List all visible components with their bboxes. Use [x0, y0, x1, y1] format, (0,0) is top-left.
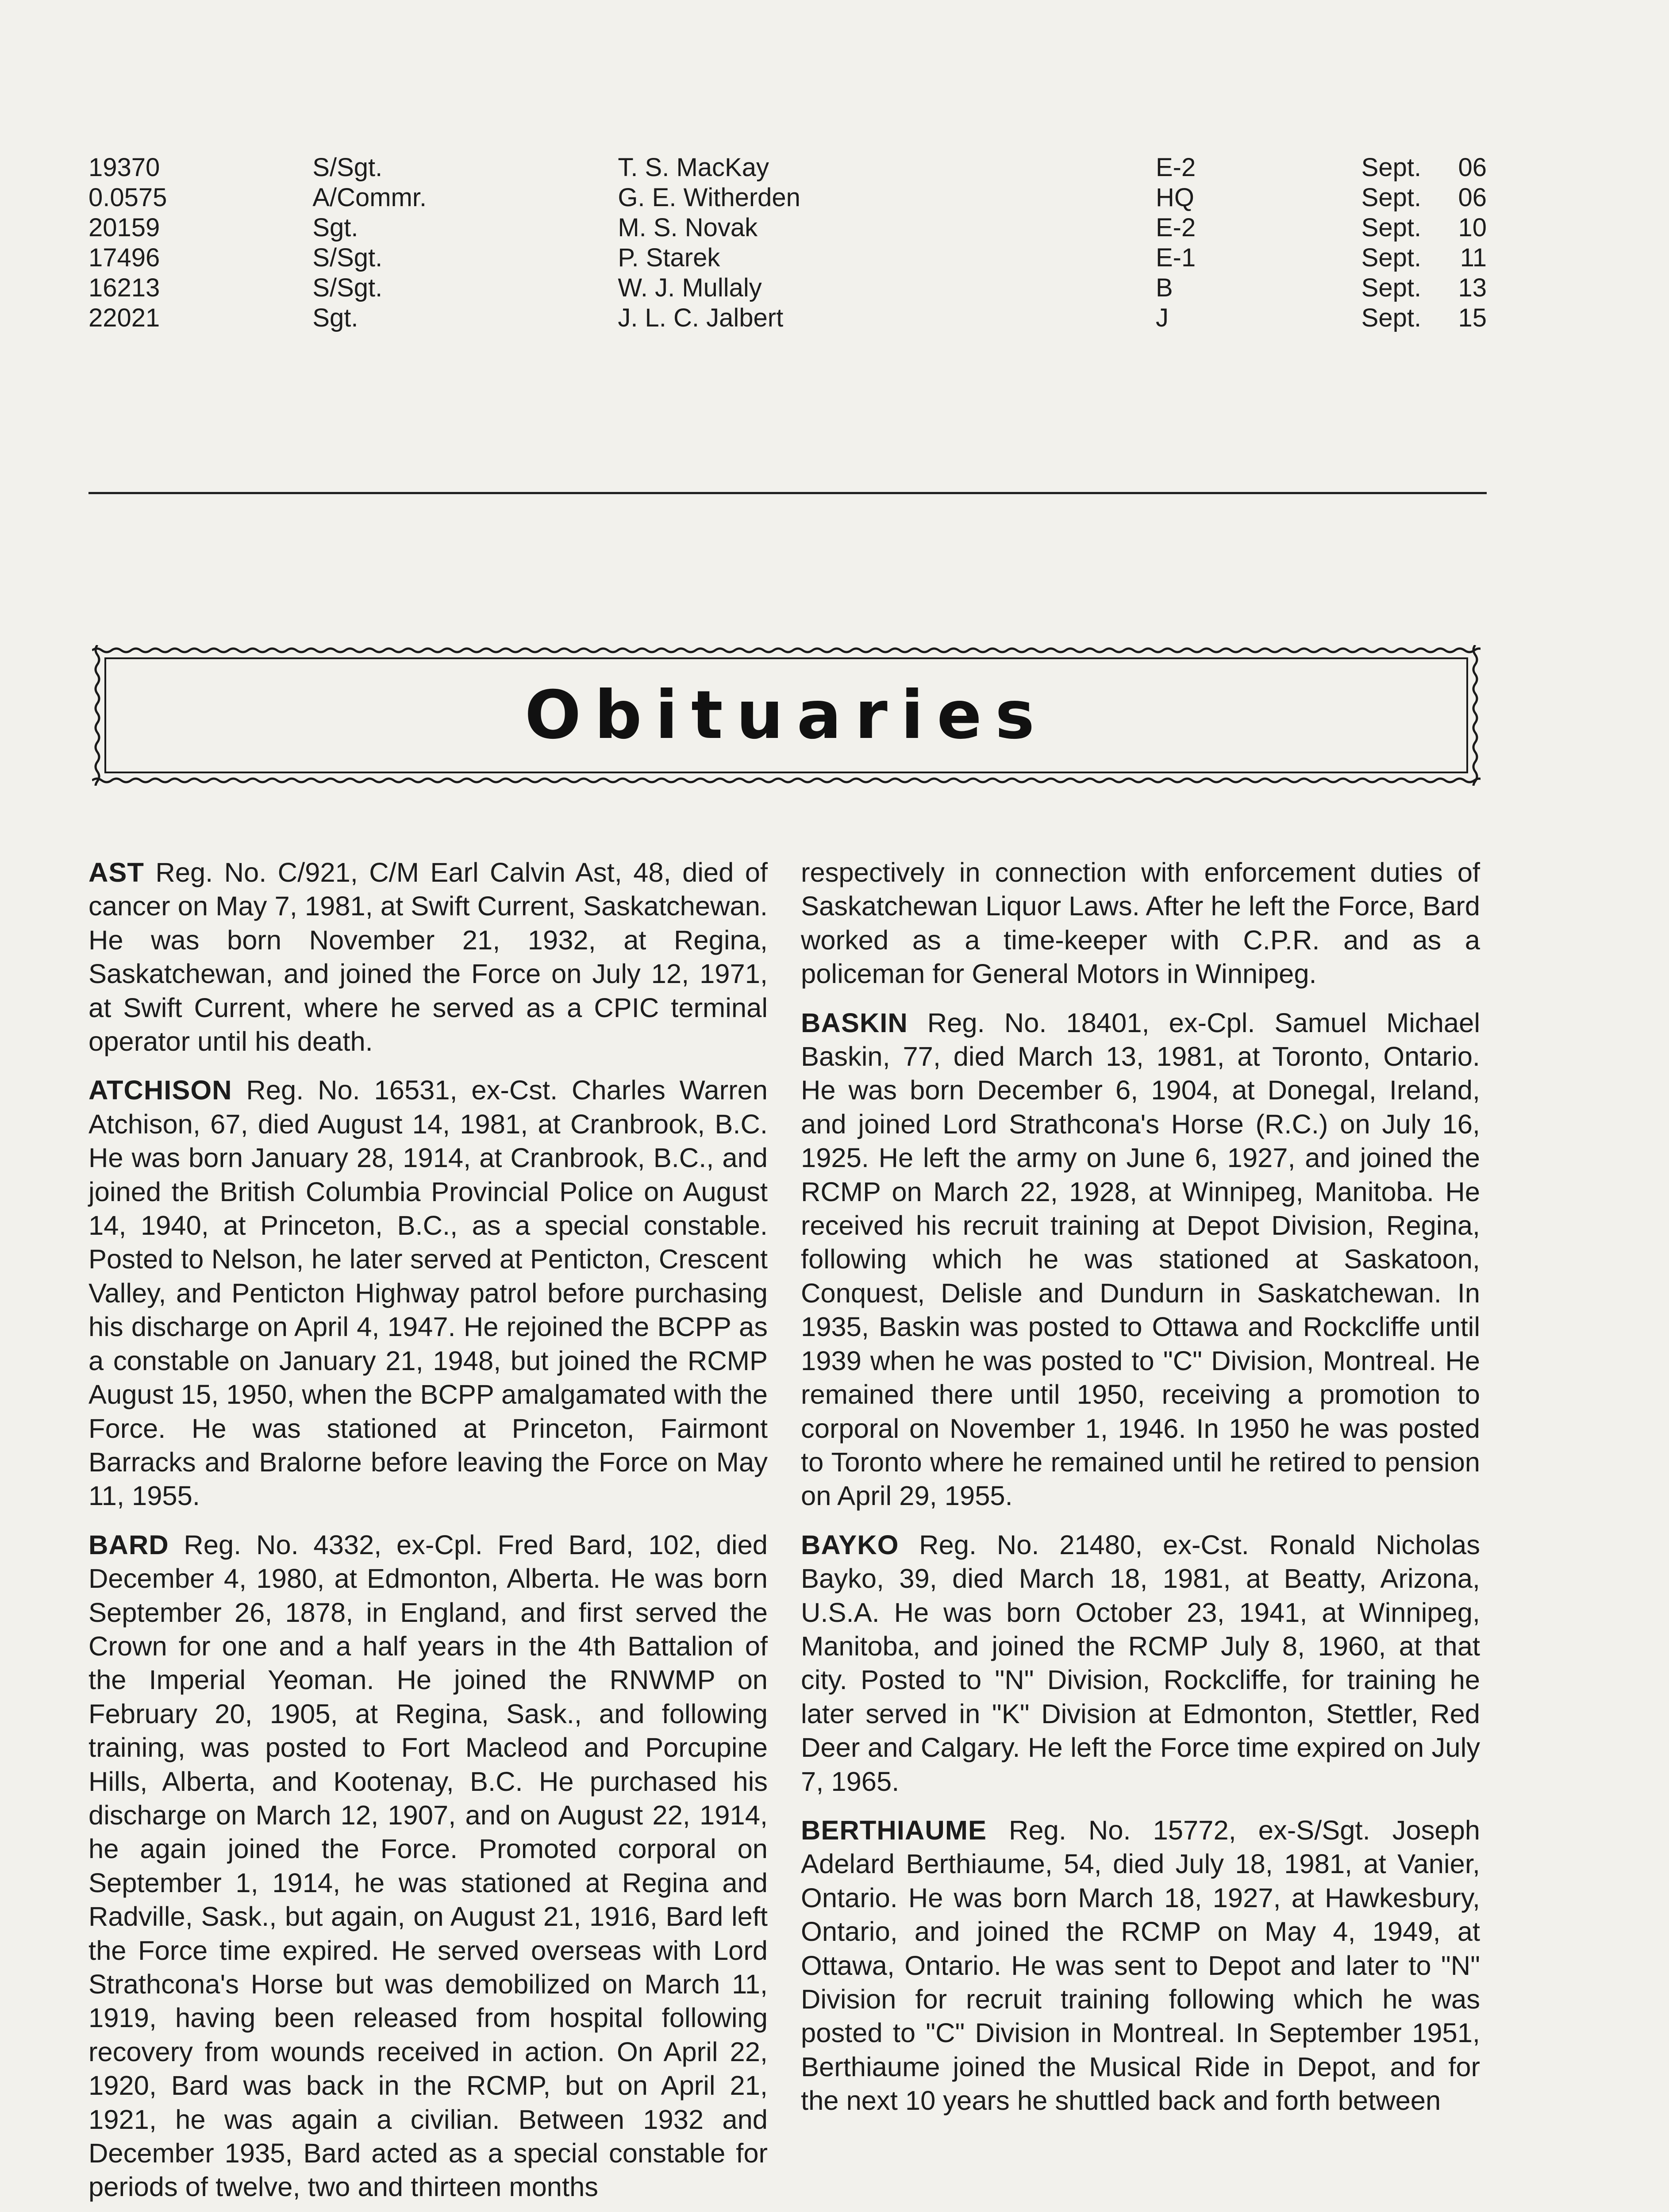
promotion-name: J. L. C. Jalbert	[618, 303, 784, 332]
obituary-bard	[88, 1528, 768, 2204]
promotion-name: T. S. MacKay	[618, 153, 769, 182]
promotion-rank: A/Commr.	[312, 183, 427, 212]
promotion-day: 11	[1460, 243, 1487, 272]
promotion-month: Sept.	[1361, 273, 1422, 302]
promotion-row	[88, 183, 1487, 213]
promotions-table	[88, 153, 1487, 333]
promotion-division: E-1	[1155, 243, 1196, 272]
promotion-rank: S/Sgt.	[312, 243, 383, 272]
promotion-row	[88, 243, 1487, 273]
promotion-division: E-2	[1155, 153, 1196, 182]
obituary-surname: ATCHISON	[88, 1075, 232, 1106]
promotion-division: J	[1155, 303, 1169, 332]
promotion-name: W. J. Mullaly	[618, 273, 762, 302]
obituary-atchison	[88, 1074, 768, 1513]
section-divider	[88, 492, 1487, 494]
promotion-reg-number: 16213	[88, 273, 160, 302]
obituary-text: Reg. No. 18401, ex-Cpl. Samuel Michael Baskin, 77, died March 13, 1981, at Toronto, Ontario. He was born December 6, 1904, at Donegal, Ireland, and joined Lord Strathcona's Horse (R.C.) on July 16, 1925. He left the army on June 6, 1927, and joined the RCMP on March 22, 1928, at Winnipeg, Manitoba. He received his recruit training at Depot Division, Regina, following which he was stationed at Saskatoon, Conquest, Delisle and Dundurn in Saskatchewan. In 1935, Baskin was posted to Ottawa and Rockcliffe until 1939 when he was posted to "C" Division, Montreal. He remained there until 1950, receiving a promotion to corporal on November 1, 1946. In 1950 he was posted to Toronto where he remained until he retired to pension on April 29, 1955.	[801, 1007, 1480, 1512]
promotion-reg-number: 20159	[88, 213, 160, 242]
obituary-text: Reg. No. 4332, ex-Cpl. Fred Bard, 102, died December 4, 1980, at Edmonton, Alberta. He was born September 26, 1878, in England, and first served the Crown for one and a half years in the 4th Battalion of the Imperial Yeoman. He joined the RNWMP on February 20, 1905, at Regina, Sask., and following training, was posted to Fort Macleod and Porcupine Hills, Alberta, and Kootenay, B.C. He purchased his discharge on March 12, 1907, and on August 22, 1914, he again joined the Force. Promoted corporal on September 1, 1914, he was stationed at Regina and Radville, Sask., but again, on August 21, 1916, Bard left the Force time expired. He served overseas with Lord Strathcona's Horse but was demobilized on March 11, 1919, having been released from hospital following recovery from wounds received in action. On April 22, 1920, Bard was back in the RCMP, but on April 21, 1921, he was again a civilian. Between 1932 and December 1935, Bard acted as a special constable for periods of twelve, two and thirteen months	[88, 1529, 768, 2203]
obituary-surname: BARD	[88, 1529, 169, 1560]
promotion-division: B	[1155, 273, 1173, 302]
promotion-day: 10	[1458, 213, 1487, 242]
left-column	[88, 856, 768, 2212]
promotion-month: Sept.	[1361, 303, 1422, 332]
obituary-surname: BASKIN	[801, 1007, 908, 1038]
promotion-row	[88, 303, 1487, 333]
promotion-row	[88, 153, 1487, 183]
obituary-bayko	[801, 1528, 1480, 1799]
promotion-day: 13	[1458, 273, 1487, 302]
promotion-reg-number: 19370	[88, 153, 160, 182]
promotion-day: 06	[1458, 183, 1487, 212]
promotion-row	[88, 213, 1487, 243]
promotion-division: E-2	[1155, 213, 1196, 242]
right-column	[801, 856, 1480, 2133]
promotion-name: M. S. Novak	[618, 213, 758, 242]
obituary-baskin	[801, 1006, 1480, 1513]
obituary-bard-continued: respectively in connection with enforcement duties of Saskatchewan Liquor Laws. After he left the Force, Bard worked as a time-keeper with C.P.R. and as a policeman for General Motors in Winnipeg.	[801, 857, 1480, 990]
obituary-text: Reg. No. C/921, C/M Earl Calvin Ast, 48, died of cancer on May 7, 1981, at Swift Current, Saskatchewan. He was born November 21, 1932, at Regina, Saskatchewan, and joined the Force on July 12, 1971, at Swift Current, where he served as a CPIC terminal operator until his death.	[88, 857, 768, 1057]
promotion-day: 15	[1458, 303, 1487, 332]
promotion-month: Sept.	[1361, 213, 1422, 242]
obituary-surname: AST	[88, 857, 144, 888]
obituary-text: Reg. No. 15772, ex-S/Sgt. Joseph Adelard Berthiaume, 54, died July 18, 1981, at Vanier, Ontario. He was born March 18, 1927, at Hawkesbury, Ontario, and joined the RCMP on May 4, 1949, at Ottawa, Ontario. He was sent to Depot and later to "N" Division for recruit training following which he was posted to "C" Division in Montreal. In September 1951, Berthiaume joined the Musical Ride in Depot, and for the next 10 years he shuttled back and forth between	[801, 1815, 1480, 2116]
promotion-division: HQ	[1155, 183, 1194, 212]
promotion-rank: S/Sgt.	[312, 273, 383, 302]
promotion-name: G. E. Witherden	[618, 183, 800, 212]
promotion-day: 06	[1458, 153, 1487, 182]
obituary-text: Reg. No. 16531, ex-Cst. Charles Warren Atchison, 67, died August 14, 1981, at Cranbrook, B.C. He was born January 28, 1914, at Cranbrook, B.C., and joined the British Columbia Provincial Police on August 14, 1940, at Princeton, B.C., as a special constable. Posted to Nelson, he later served at Penticton, Crescent Valley, and Penticton Highway patrol before purchasing his discharge on April 4, 1947. He rejoined the BCPP as a constable on January 21, 1948, but joined the RCMP August 15, 1950, when the BCPP amalgamated with the Force. He was stationed at Princeton, Fairmont Barracks and Bralorne before leaving the Force on May 11, 1955.	[88, 1075, 768, 1512]
promotion-month: Sept.	[1361, 153, 1422, 182]
promotion-month: Sept.	[1361, 183, 1422, 212]
obituary-surname: BERTHIAUME	[801, 1815, 987, 1846]
obituary-berthiaume	[801, 1814, 1480, 2118]
promotion-name: P. Starek	[618, 243, 720, 272]
promotion-rank: S/Sgt.	[312, 153, 383, 182]
promotion-rank: Sgt.	[312, 213, 358, 242]
promotion-reg-number: 17496	[88, 243, 160, 272]
obituary-surname: BAYKO	[801, 1529, 899, 1560]
obituaries-banner	[92, 645, 1481, 786]
obituary-text: Reg. No. 21480, ex-Cst. Ronald Nicholas Bayko, 39, died March 18, 1981, at Beatty, Arizona, U.S.A. He was born October 23, 1941, at Winnipeg, Manitoba, and joined the RCMP July 8, 1960, at that city. Posted to "N" Division, Rockcliffe, for training he later served in "K" Division at Edmonton, Stettler, Red Deer and Calgary. He left the Force time expired on July 7, 1965.	[801, 1529, 1480, 1797]
promotion-row	[88, 273, 1487, 303]
obituary-ast	[88, 856, 768, 1059]
promotion-reg-number: 0.0575	[88, 183, 167, 212]
promotion-rank: Sgt.	[312, 303, 358, 332]
promotion-month: Sept.	[1361, 243, 1422, 272]
section-title: Obituaries	[524, 677, 1048, 754]
promotion-reg-number: 22021	[88, 303, 160, 332]
